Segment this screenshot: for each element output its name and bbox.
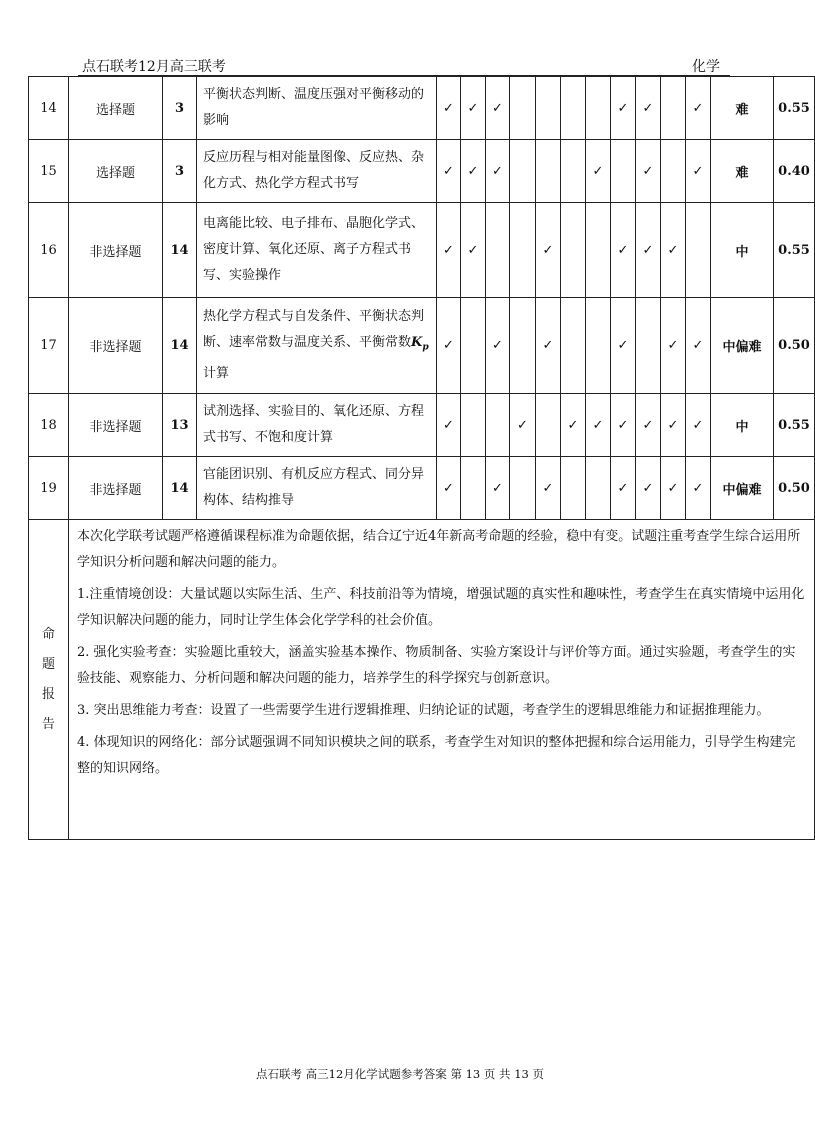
table-row xyxy=(29,298,815,394)
difficulty-index: 0.40 xyxy=(774,140,815,203)
question-number: 18 xyxy=(29,394,69,457)
check-mark: ✓ xyxy=(437,298,461,394)
empty-cell xyxy=(561,140,586,203)
check-mark: ✓ xyxy=(586,140,611,203)
empty-cell xyxy=(661,77,686,140)
empty-cell xyxy=(510,77,536,140)
question-topic xyxy=(197,457,437,520)
topic-text: 官能团识别、有机反应方程式、同分异构体、结构推导 xyxy=(203,467,425,508)
check-mark: ✓ xyxy=(437,457,461,520)
report-label xyxy=(29,520,69,840)
difficulty-level: 中 xyxy=(711,203,774,298)
check-mark: ✓ xyxy=(636,77,661,140)
check-mark: ✓ xyxy=(461,203,486,298)
check-mark: ✓ xyxy=(437,140,461,203)
report-paragraph: 2. 强化实验考查：实验题比重较大，涵盖实验基本操作、物质制备、实验方案设计与评价等方面。通过实验题，考查学生的实验技能、观察能力、分析问题和解决问题的能力，培养学生的科学探究与创新意识。 xyxy=(77,645,796,686)
question-number: 17 xyxy=(29,298,69,394)
check-mark: ✓ xyxy=(561,394,586,457)
empty-cell xyxy=(586,203,611,298)
question-score: 3 xyxy=(163,77,197,140)
question-number: 19 xyxy=(29,457,69,520)
check-mark: ✓ xyxy=(661,298,686,394)
empty-cell xyxy=(536,394,561,457)
spec-table xyxy=(28,76,815,840)
check-mark: ✓ xyxy=(611,298,636,394)
check-mark: ✓ xyxy=(611,394,636,457)
table-row xyxy=(29,140,815,203)
empty-cell xyxy=(461,394,486,457)
empty-cell xyxy=(661,140,686,203)
topic-text: 平衡状态判断、温度压强对平衡移动的影响 xyxy=(203,87,425,128)
check-mark: ✓ xyxy=(661,457,686,520)
empty-cell xyxy=(686,203,711,298)
topic-text: 试剂选择、实验目的、氧化还原、方程式书写、不饱和度计算 xyxy=(203,404,425,445)
check-mark: ✓ xyxy=(486,457,510,520)
empty-cell xyxy=(561,203,586,298)
check-mark: ✓ xyxy=(586,394,611,457)
check-mark: ✓ xyxy=(686,77,711,140)
check-mark: ✓ xyxy=(636,140,661,203)
question-topic xyxy=(197,203,437,298)
difficulty-index: 0.50 xyxy=(774,457,815,520)
empty-cell xyxy=(510,203,536,298)
check-mark: ✓ xyxy=(536,203,561,298)
empty-cell xyxy=(586,298,611,394)
check-mark: ✓ xyxy=(486,140,510,203)
question-topic xyxy=(197,298,437,394)
question-score: 3 xyxy=(163,140,197,203)
question-number: 14 xyxy=(29,77,69,140)
question-score: 13 xyxy=(163,394,197,457)
check-mark: ✓ xyxy=(686,457,711,520)
check-mark: ✓ xyxy=(661,394,686,457)
check-mark: ✓ xyxy=(611,457,636,520)
table-row xyxy=(29,77,815,140)
question-topic xyxy=(197,140,437,203)
table-row xyxy=(29,203,815,298)
check-mark: ✓ xyxy=(437,203,461,298)
topic-kp-symbol: $K_p$ xyxy=(411,335,429,353)
check-mark: ✓ xyxy=(437,394,461,457)
empty-cell xyxy=(510,457,536,520)
question-type: 选择题 xyxy=(69,140,163,203)
empty-cell xyxy=(536,77,561,140)
check-mark: ✓ xyxy=(461,140,486,203)
question-number: 16 xyxy=(29,203,69,298)
check-mark: ✓ xyxy=(636,203,661,298)
difficulty-index: 0.50 xyxy=(774,298,815,394)
empty-cell xyxy=(486,394,510,457)
empty-cell xyxy=(461,298,486,394)
empty-cell xyxy=(586,457,611,520)
topic-tail: 计算 xyxy=(203,365,230,381)
empty-cell xyxy=(586,77,611,140)
report-paragraph: 本次化学联考试题严格遵循课程标准为命题依据，结合辽宁近4年新高考命题的经验，稳中有变。试题注重考查学生综合运用所学知识分析问题和解决问题的能力。 xyxy=(77,529,801,570)
check-mark: ✓ xyxy=(461,77,486,140)
empty-cell xyxy=(461,457,486,520)
difficulty-level: 难 xyxy=(711,77,774,140)
check-mark: ✓ xyxy=(536,298,561,394)
topic-text: 热化学方程式与自发条件、平衡状态判断、速率常数与温度关系、平衡常数 xyxy=(203,309,425,351)
table-row xyxy=(29,457,815,520)
check-mark: ✓ xyxy=(611,203,636,298)
check-mark: ✓ xyxy=(611,77,636,140)
empty-cell xyxy=(561,77,586,140)
report-paragraph: 4. 体现知识的网络化：部分试题强调不同知识模块之间的联系，考查学生对知识的整体把握和综合运用能力，引导学生构建完整的知识网络。 xyxy=(77,735,796,776)
check-mark: ✓ xyxy=(486,298,510,394)
report-body xyxy=(69,520,815,840)
difficulty-level: 难 xyxy=(711,140,774,203)
question-type: 非选择题 xyxy=(69,394,163,457)
topic-text: 反应历程与相对能量图像、反应热、杂化方式、热化学方程式书写 xyxy=(203,150,425,191)
check-mark: ✓ xyxy=(437,77,461,140)
question-topic xyxy=(197,77,437,140)
difficulty-index: 0.55 xyxy=(774,394,815,457)
header-title: 点石联考12月高三联考 xyxy=(82,59,226,75)
check-mark: ✓ xyxy=(661,203,686,298)
difficulty-level: 中偏难 xyxy=(711,298,774,394)
empty-cell xyxy=(561,298,586,394)
question-score: 14 xyxy=(163,298,197,394)
check-mark: ✓ xyxy=(486,77,510,140)
check-mark: ✓ xyxy=(510,394,536,457)
page-footer: 点石联考 高三12月化学试题参考答案 第 13 页 共 13 页 xyxy=(256,1067,544,1081)
question-score: 14 xyxy=(163,203,197,298)
question-topic xyxy=(197,394,437,457)
check-mark: ✓ xyxy=(636,457,661,520)
check-mark: ✓ xyxy=(686,394,711,457)
header-subject: 化学 xyxy=(692,59,720,75)
empty-cell xyxy=(510,298,536,394)
question-type: 非选择题 xyxy=(69,298,163,394)
check-mark: ✓ xyxy=(686,298,711,394)
difficulty-index: 0.55 xyxy=(774,77,815,140)
topic-text: 电离能比较、电子排布、晶胞化学式、密度计算、氧化还原、离子方程式书写、实验操作 xyxy=(203,216,425,283)
check-mark: ✓ xyxy=(686,140,711,203)
empty-cell xyxy=(611,140,636,203)
check-mark: ✓ xyxy=(636,394,661,457)
report-row xyxy=(29,520,815,840)
empty-cell xyxy=(536,140,561,203)
report-paragraph: 1.注重情境创设：大量试题以实际生活、生产、科技前沿等为情境，增强试题的真实性和趣味性，考查学生在真实情境中运用化学知识解决问题的能力，同时让学生体会化学学科的社会价值。 xyxy=(77,587,805,628)
empty-cell xyxy=(486,203,510,298)
question-type: 非选择题 xyxy=(69,457,163,520)
question-type: 选择题 xyxy=(69,77,163,140)
empty-cell xyxy=(636,298,661,394)
empty-cell xyxy=(561,457,586,520)
question-score: 14 xyxy=(163,457,197,520)
empty-cell xyxy=(510,140,536,203)
question-type: 非选择题 xyxy=(69,203,163,298)
difficulty-level: 中偏难 xyxy=(711,457,774,520)
difficulty-index: 0.55 xyxy=(774,203,815,298)
report-label-text: 命 题 报 告 xyxy=(41,626,55,732)
table-row xyxy=(29,394,815,457)
report-paragraph: 3. 突出思维能力考查：设置了一些需要学生进行逻辑推理、归纳论证的试题，考查学生的逻辑思维能力和证据推理能力。 xyxy=(77,703,770,718)
check-mark: ✓ xyxy=(536,457,561,520)
question-number: 15 xyxy=(29,140,69,203)
difficulty-level: 中 xyxy=(711,394,774,457)
